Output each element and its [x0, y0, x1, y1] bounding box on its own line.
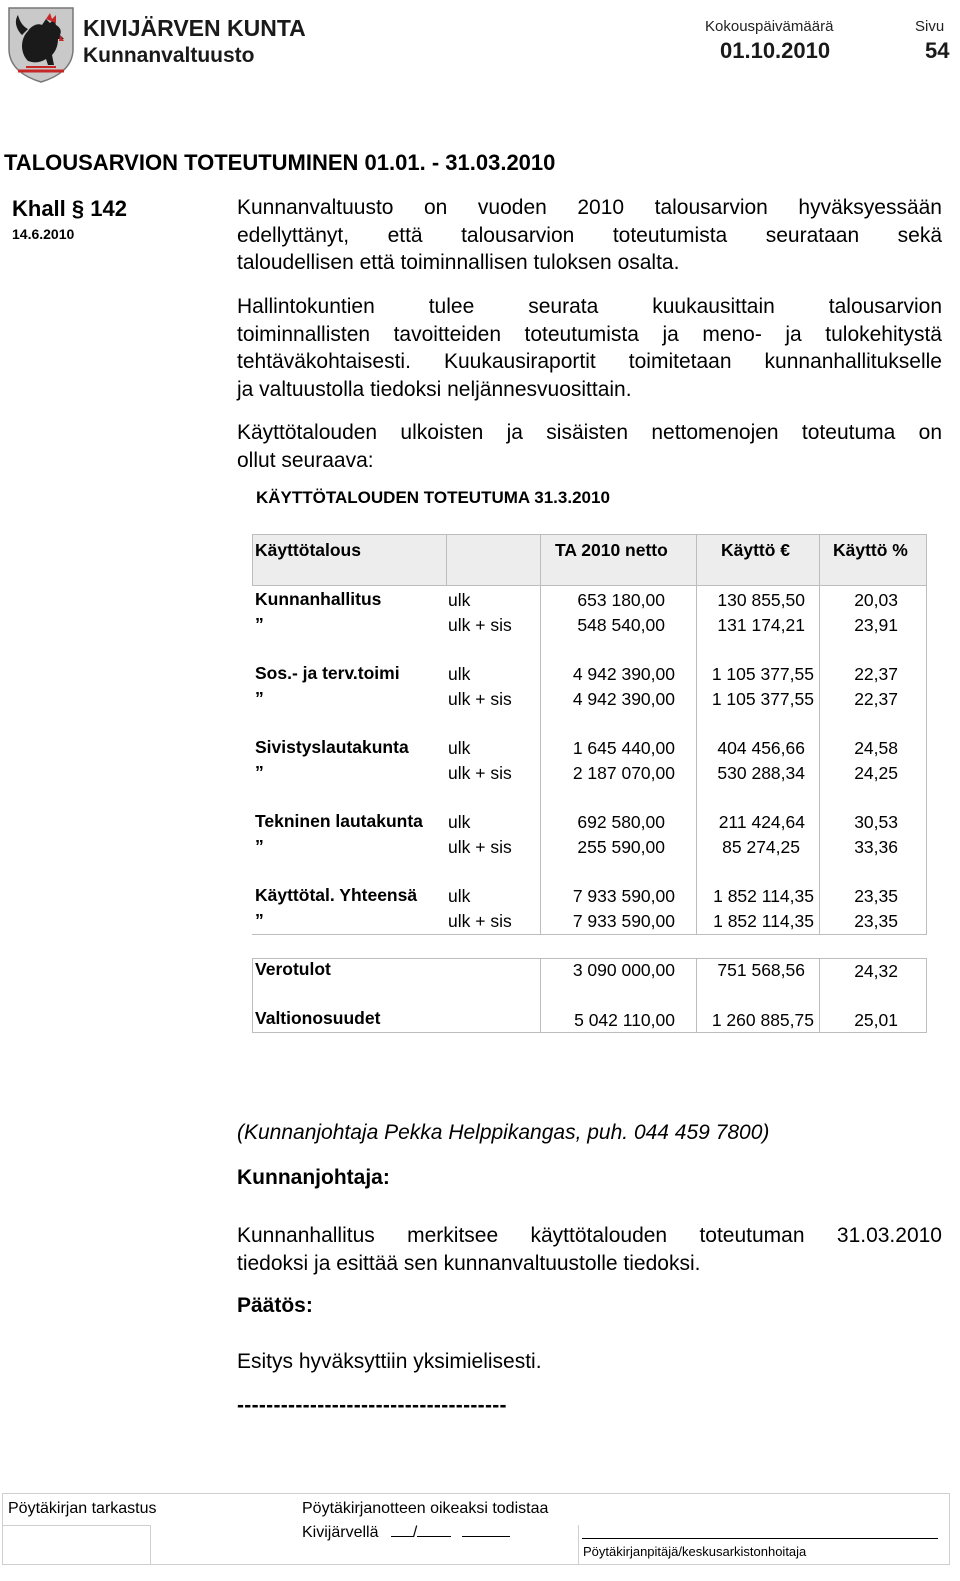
pct-value: 23,91 [854, 615, 898, 635]
row-type: ulk [448, 738, 471, 758]
paragraph-monitoring [237, 293, 942, 403]
text-line: Käyttötalouden ulkoisten ja sisäisten nettomenojen toteutuma on [237, 421, 942, 444]
kaytto-value: 85 274,25 [722, 837, 800, 857]
text-line: ollut seuraava: [237, 448, 374, 472]
decision-text: Esitys hyväksyttiin yksimielisesti. [237, 1350, 542, 1373]
ta-value: 3 090 000,00 [572, 960, 675, 980]
proposal-text [237, 1222, 942, 1277]
pct-value: 24,25 [854, 763, 898, 783]
ditto-mark: ” [255, 836, 264, 856]
organization-name: KIVIJÄRVEN KUNTA [83, 15, 306, 41]
ta-value: 548 540,00 [577, 615, 665, 635]
group-name: Sivistyslautakunta [255, 737, 409, 757]
pct-value: 22,37 [854, 664, 898, 684]
footer-review-label: Pöytäkirjan tarkastus [8, 1500, 157, 1517]
income-name: Verotulot [255, 959, 331, 979]
pct-value: 22,37 [854, 689, 898, 709]
row-type: ulk [448, 886, 471, 906]
row-type: ulk + sis [448, 911, 512, 931]
group-name: Tekninen lautakunta [255, 811, 423, 831]
row-type: ulk + sis [448, 763, 512, 783]
meeting-date: 01.10.2010 [720, 38, 831, 63]
header-kaytto-eur: Käyttö € [721, 540, 791, 560]
group-name: Kunnanhallitus [255, 589, 382, 609]
income-name: Valtionosuudet [255, 1008, 381, 1028]
proposal-label: Kunnanjohtaja: [237, 1166, 390, 1189]
pct-value: 24,58 [854, 738, 898, 758]
text-line: taloudellisen että toiminnallisen tuloksen osalta. [237, 251, 680, 274]
footer-place-name: Kivijärvellä [302, 1524, 379, 1541]
kaytto-value: 1 852 114,35 [713, 886, 814, 906]
header-kayttotalous: Käyttötalous [255, 540, 361, 560]
row-type: ulk + sis [448, 615, 512, 635]
group-name: Käyttötal. Yhteensä [255, 885, 418, 905]
footer-place [302, 1522, 510, 1542]
text-line: tehtäväkohtaisesti. Kuukausiraportit toimitetaan kunnanhallitukselle [237, 350, 942, 373]
row-type: ulk [448, 590, 471, 610]
text-line: Kunnanhallitus merkitsee käyttötalouden toteutuman 31.03.2010 [237, 1224, 942, 1247]
row-type: ulk + sis [448, 837, 512, 857]
kaytto-value: 751 568,56 [717, 960, 805, 980]
pct-value: 24,32 [854, 961, 898, 981]
group-name: Sos.- ja terv.toimi [255, 663, 400, 683]
ditto-mark: ” [255, 688, 264, 708]
organization-body: Kunnanvaltuusto [83, 44, 255, 67]
ta-value: 7 933 590,00 [572, 911, 675, 931]
page-number-label: Sivu [915, 18, 945, 35]
pct-value: 25,01 [854, 1010, 898, 1030]
pct-value: 23,35 [854, 886, 898, 906]
end-separator: ------------------------------------- [237, 1394, 507, 1417]
row-type: ulk [448, 664, 471, 684]
kaytto-value: 130 855,50 [717, 590, 805, 610]
kaytto-value: 1 105 377,55 [711, 664, 814, 684]
row-type: ulk + sis [448, 689, 512, 709]
text-line: Kunnanvaltuusto on vuoden 2010 talousarvion hyväksyessään [237, 196, 942, 219]
footer-signer-title: Pöytäkirjanpitäjä/keskusarkistonhoitaja [583, 1544, 807, 1559]
pct-value: 33,36 [854, 837, 898, 857]
paragraph-intro [237, 194, 942, 277]
kaytto-value: 131 174,21 [717, 615, 805, 635]
ditto-mark: ” [255, 910, 264, 930]
table-title: KÄYTTÖTALOUDEN TOTEUTUMA 31.3.2010 [256, 488, 610, 507]
text-line: edellyttänyt, että talousarvion toteutumista seurataan sekä [237, 223, 942, 247]
header-kaytto-pct: Käyttö % [833, 540, 908, 560]
ditto-mark: ” [255, 614, 264, 634]
kaytto-value: 1 260 885,75 [711, 1010, 814, 1030]
pct-value: 20,03 [854, 590, 898, 610]
signature-line [582, 1538, 938, 1539]
ta-value: 255 590,00 [577, 837, 665, 857]
row-type: ulk [448, 812, 471, 832]
text-line: tiedoksi ja esittää sen kunnanvaltuustolle tiedoksi. [237, 1251, 701, 1275]
ta-value: 7 933 590,00 [572, 886, 675, 906]
document-title: TALOUSARVION TOTEUTUMINEN 01.01. - 31.03.2010 [4, 150, 556, 175]
footer-date-slash: / [412, 1524, 418, 1541]
rooster-coat-of-arms-icon [6, 5, 76, 83]
kaytto-value: 1 105 377,55 [711, 689, 814, 709]
section-date: 14.6.2010 [12, 226, 75, 242]
text-line: toiminnallisten tavoitteiden toteutumista ja meno- ja tulokehitystä [237, 322, 942, 346]
ta-value: 653 180,00 [577, 590, 665, 610]
contact-line: (Kunnanjohtaja Pekka Helppikangas, puh. 044 459 7800) [237, 1121, 770, 1144]
kaytto-value: 404 456,66 [717, 738, 805, 758]
pct-value: 30,53 [854, 812, 898, 832]
kaytto-value: 1 852 114,35 [713, 911, 814, 931]
footer-certify-label: Pöytäkirjanotteen oikeaksi todistaa [302, 1500, 549, 1517]
ta-value: 2 187 070,00 [572, 763, 675, 783]
text-line: Hallintokuntien tulee seurata kuukausittain talousarvion [237, 295, 942, 318]
page-number: 54 [925, 38, 950, 63]
text-line: ja valtuustolla tiedoksi neljännesvuosittain. [237, 377, 632, 401]
ta-value: 5 042 110,00 [574, 1010, 675, 1030]
section-reference: Khall § 142 [12, 196, 127, 221]
ta-value: 1 645 440,00 [572, 738, 675, 758]
header-ta-netto: TA 2010 netto [555, 540, 668, 560]
meeting-date-label: Kokouspäivämäärä [705, 18, 834, 35]
ta-value: 4 942 390,00 [572, 664, 675, 684]
ta-value: 692 580,00 [577, 812, 665, 832]
pct-value: 23,35 [854, 911, 898, 931]
kaytto-value: 530 288,34 [717, 763, 805, 783]
kaytto-value: 211 424,64 [718, 812, 805, 832]
ta-value: 4 942 390,00 [572, 689, 675, 709]
decision-label: Päätös: [237, 1294, 313, 1317]
ditto-mark: ” [255, 762, 264, 782]
paragraph-summary [237, 419, 942, 474]
